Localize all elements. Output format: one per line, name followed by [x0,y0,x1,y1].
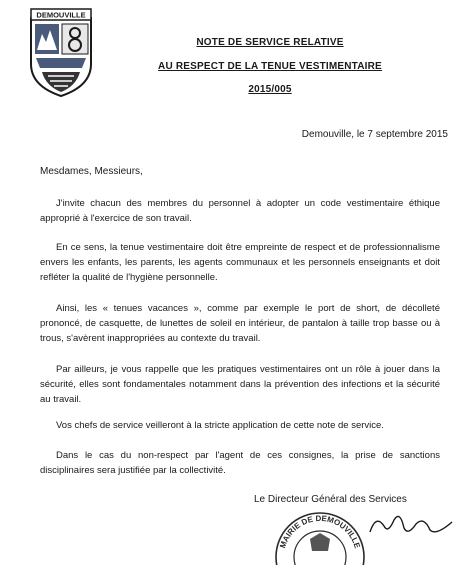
paragraph-3: Ainsi, les « tenues vacances », comme par exemple le port de short, de décolleté prononcé, de casquette, de lunettes de soleil en intérieur, de pantalon à taille trop basse ou à trous, s'avèrent inappropriées au contexte du travail. [40,303,440,344]
paragraph-4: Par ailleurs, je vous rappelle que les pratiques vestimentaires ont un rôle à jouer dans la sécurité, elles sont fondamentales notamment dans la prévention des infections et la sécurité au travail. [40,364,440,405]
paragraph-2: En ce sens, la tenue vestimentaire doit être empreinte de respect et de professionnalisme envers les enfants, les parents, les agents communaux et les personnels enseignants et doit refléter la qualité de l'hygiène personnelle. [40,242,440,283]
note-reference-number: 2015/005 [248,84,292,95]
note-title-line-1: NOTE DE SERVICE RELATIVE [196,37,344,48]
salutation: Mesdames, Messieurs, [40,166,143,177]
paragraph-5: Vos chefs de service veilleront à la stricte application de cette note de service. [56,420,384,431]
paragraph-1: J'invite chacun des membres du personnel à adopter un code vestimentaire éthique approprié à l'exercice de son travail. [40,198,440,224]
svg-text:DEMOUVILLE: DEMOUVILLE [36,10,86,20]
town-crest-logo [28,6,94,98]
handwritten-signature [366,508,456,538]
place-date-line: Demouville, le 7 septembre 2015 [301,129,448,140]
note-title-line-2: AU RESPECT DE LA TENUE VESTIMENTAIRE [158,61,382,72]
signer-title: Le Directeur Général des Services [254,494,407,505]
svg-text:MAIRIE DE DEMOUVILLE: MAIRIE DE DEMOUVILLE [278,513,362,550]
official-stamp [270,505,370,550]
paragraph-6: Dans le cas du non-respect par l'agent de ces consignes, la prise de sanctions disciplinaires sera justifiée par la collectivité. [40,450,440,476]
